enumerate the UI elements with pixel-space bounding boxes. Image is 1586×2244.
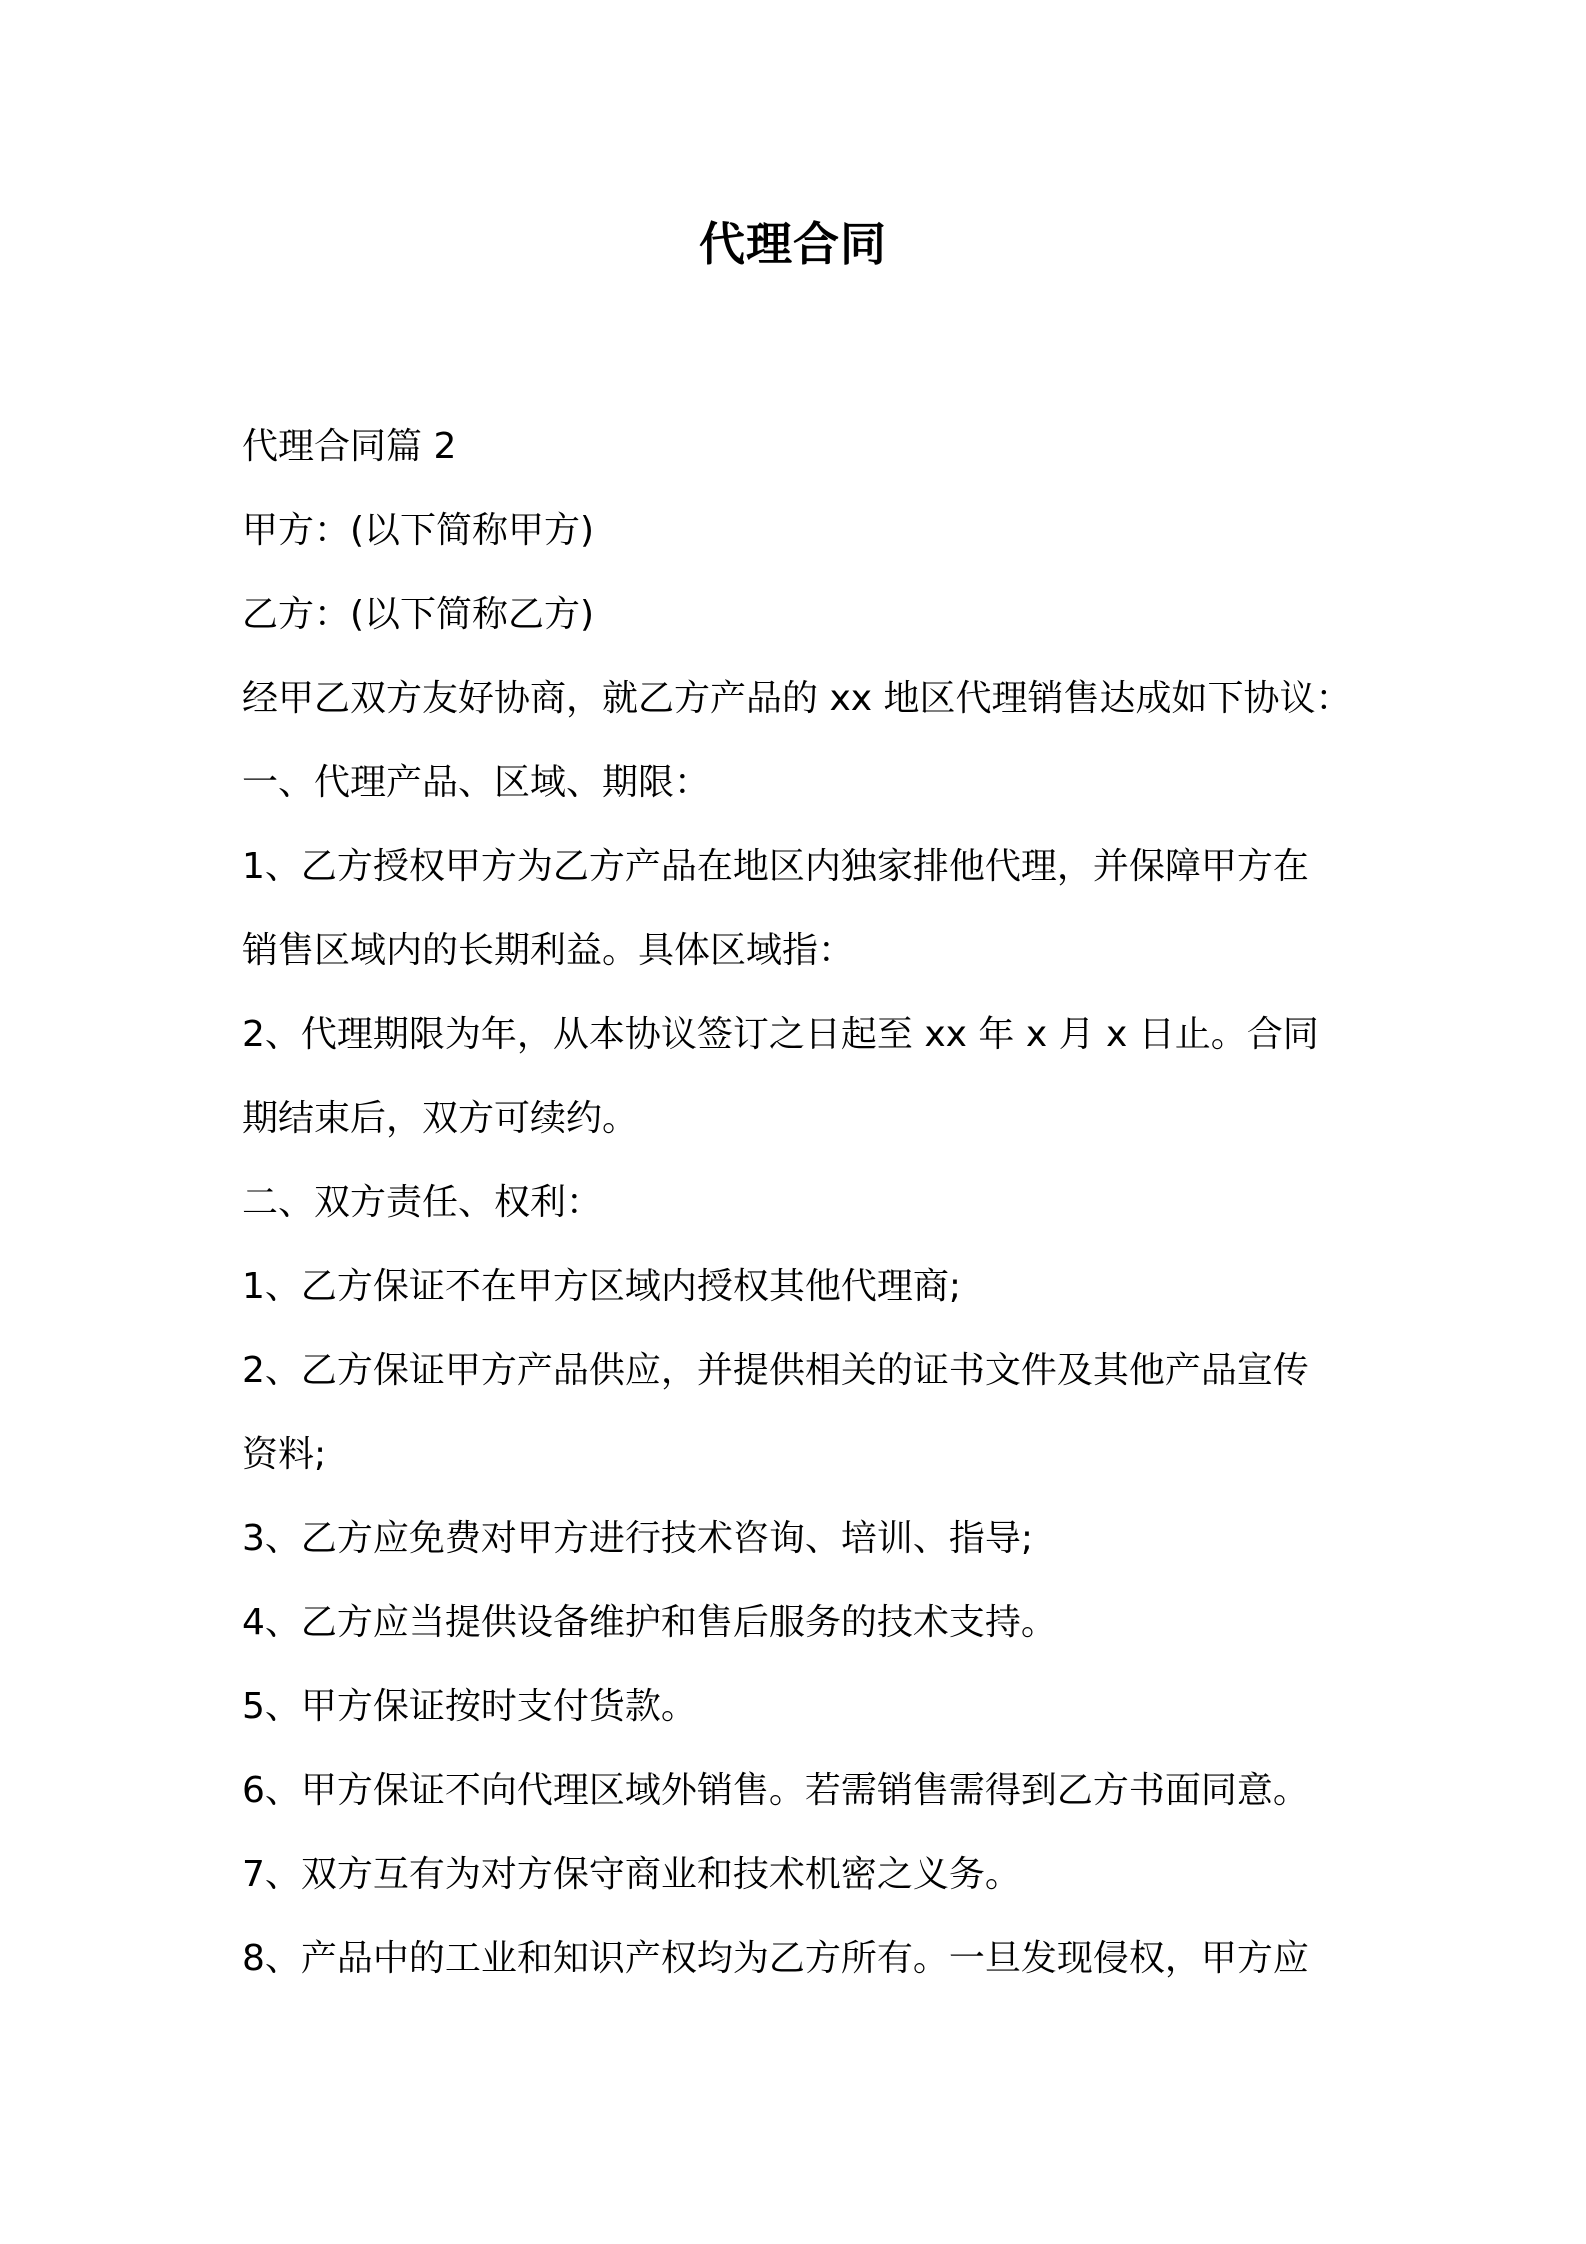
clause-line: 2、代理期限为年，从本协议签订之日起至 xx 年 x 月 x 日止。合同 bbox=[242, 1014, 1319, 1055]
clause-line: 资料; bbox=[242, 1434, 327, 1475]
clause-line: 6、甲方保证不向代理区域外销售。若需销售需得到乙方书面同意。 bbox=[242, 1770, 1309, 1811]
clause-line: 1、乙方保证不在甲方区域内授权其他代理商; bbox=[242, 1266, 962, 1307]
clause-line: 4、乙方应当提供设备维护和售后服务的技术支持。 bbox=[242, 1602, 1057, 1643]
clause-line: 2、乙方保证甲方产品供应，并提供相关的证书文件及其他产品宣传 bbox=[242, 1350, 1309, 1391]
clause-line: 5、甲方保证按时支付货款。 bbox=[242, 1686, 697, 1727]
clause-heading-2: 二、双方责任、权利： bbox=[242, 1182, 603, 1223]
clause-line: 7、双方互有为对方保守商业和技术机密之义务。 bbox=[242, 1854, 1021, 1895]
clause-heading-1: 一、代理产品、区域、期限： bbox=[242, 762, 711, 803]
clause-line: 1、乙方授权甲方为乙方产品在地区内独家排他代理，并保障甲方在 bbox=[242, 846, 1309, 887]
party-a-line: 甲方：(以下简称甲方) bbox=[242, 510, 595, 551]
clause-line: 销售区域内的长期利益。具体区域指： bbox=[242, 930, 855, 971]
document-title: 代理合同 bbox=[699, 217, 887, 271]
party-b-line: 乙方：(以下简称乙方) bbox=[242, 594, 595, 635]
clause-line: 期结束后，双方可续约。 bbox=[242, 1098, 639, 1139]
clause-line: 8、产品中的工业和知识产权均为乙方所有。一旦发现侵权，甲方应 bbox=[242, 1938, 1309, 1979]
document-body bbox=[242, 405, 1362, 2001]
section-heading: 代理合同篇 2 bbox=[242, 426, 457, 467]
clause-line: 3、乙方应免费对甲方进行技术咨询、培训、指导; bbox=[242, 1518, 1034, 1559]
preamble-line: 经甲乙双方友好协商，就乙方产品的 xx 地区代理销售达成如下协议： bbox=[242, 678, 1352, 719]
